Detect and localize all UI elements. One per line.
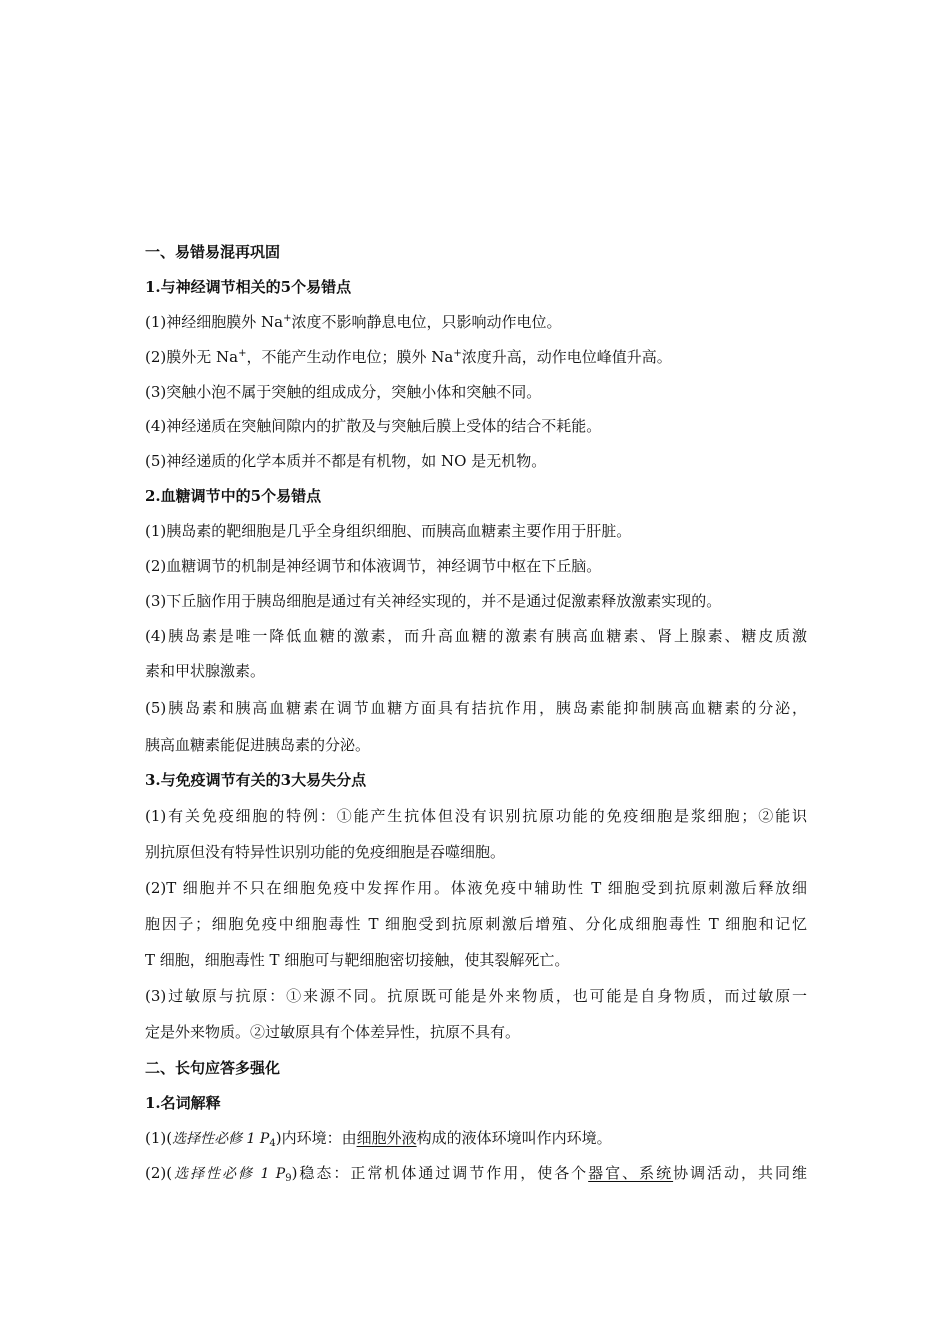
immune-point-2-line-1: (2)T 细胞并不只在细胞免疫中发挥作用。体液免疫中辅助性 T 细胞受到抗原刺激后释放细	[145, 879, 807, 897]
glucose-point-5-line-2: 胰高血糖素能促进胰岛素的分泌。	[145, 736, 371, 754]
neural-point-3: (3)突触小泡不属于突触的组成成分，突触小体和突触不同。	[145, 383, 542, 401]
section-heading-2: 二、长句应答多强化	[145, 1059, 281, 1077]
immune-point-1-line-1: (1)有关免疫细胞的特例：①能产生抗体但没有识别抗原功能的免疫细胞是浆细胞；②能识	[145, 807, 807, 825]
immune-point-2-line-2: 胞因子；细胞免疫中细胞毒性 T 细胞受到抗原刺激后增殖、分化成细胞毒性 T 细胞和记忆	[145, 915, 807, 933]
term-2: (2)(选择性必修 1 $P_9$)稳态：正常机体通过调节作用，使各个器官、系统协调活动，共同维	[145, 1164, 807, 1184]
immune-point-2-line-3: T 细胞，细胞毒性 T 细胞可与靶细胞密切接触，使其裂解死亡。	[145, 951, 570, 969]
neural-point-5: (5)神经递质的化学本质并不都是有机物，如 NO 是无机物。	[145, 452, 547, 470]
group-title-neural: 1.与神经调节相关的5个易错点	[145, 278, 352, 296]
glucose-point-3: (3)下丘脑作用于胰岛细胞是通过有关神经实现的，并不是通过促激素释放激素实现的。	[145, 592, 722, 610]
group-title-immune: 3.与免疫调节有关的3大易失分点	[145, 771, 367, 789]
neural-point-2: (2)膜外无 Na+，不能产生动作电位；膜外 Na+浓度升高，动作电位峰值升高。	[145, 348, 672, 366]
answer-blank-2: 器官、系统	[588, 1164, 674, 1182]
glucose-point-5-line-1: (5)胰岛素和胰高血糖素在调节血糖方面具有拮抗作用，胰岛素能抑制胰高血糖素的分泌，	[145, 699, 807, 717]
neural-point-1: (1)神经细胞膜外 Na+浓度不影响静息电位，只影响动作电位。	[145, 313, 562, 331]
immune-point-3-line-2: 定是外来物质。②过敏原具有个体差异性，抗原不具有。	[145, 1023, 521, 1041]
immune-point-1-line-2: 别抗原但没有特异性识别功能的免疫细胞是吞噬细胞。	[145, 843, 506, 861]
immune-point-3-line-1: (3)过敏原与抗原：①来源不同。抗原既可能是外来物质，也可能是自身物质，而过敏原一	[145, 987, 807, 1005]
group-title-glucose: 2.血糖调节中的5个易错点	[145, 487, 322, 505]
glucose-point-4-line-2: 素和甲状腺激素。	[145, 662, 266, 680]
answer-blank-1: 细胞外液	[356, 1129, 417, 1147]
term-1: (1)(选择性必修 1 $P_4$)内环境：由细胞外液构成的液体环境叫作内环境。	[145, 1129, 612, 1149]
group-title-terms: 1.名词解释	[145, 1094, 221, 1112]
glucose-point-4-line-1: (4)胰岛素是唯一降低血糖的激素，而升高血糖的激素有胰高血糖素、肾上腺素、糖皮质激	[145, 627, 807, 645]
section-heading-1: 一、易错易混再巩固	[145, 243, 281, 261]
glucose-point-1: (1)胰岛素的靶细胞是几乎全身组织细胞、而胰高血糖素主要作用于肝脏。	[145, 522, 632, 540]
neural-point-4: (4)神经递质在突触间隙内的扩散及与突触后膜上受体的结合不耗能。	[145, 417, 602, 435]
glucose-point-2: (2)血糖调节的机制是神经调节和体液调节，神经调节中枢在下丘脑。	[145, 557, 602, 575]
